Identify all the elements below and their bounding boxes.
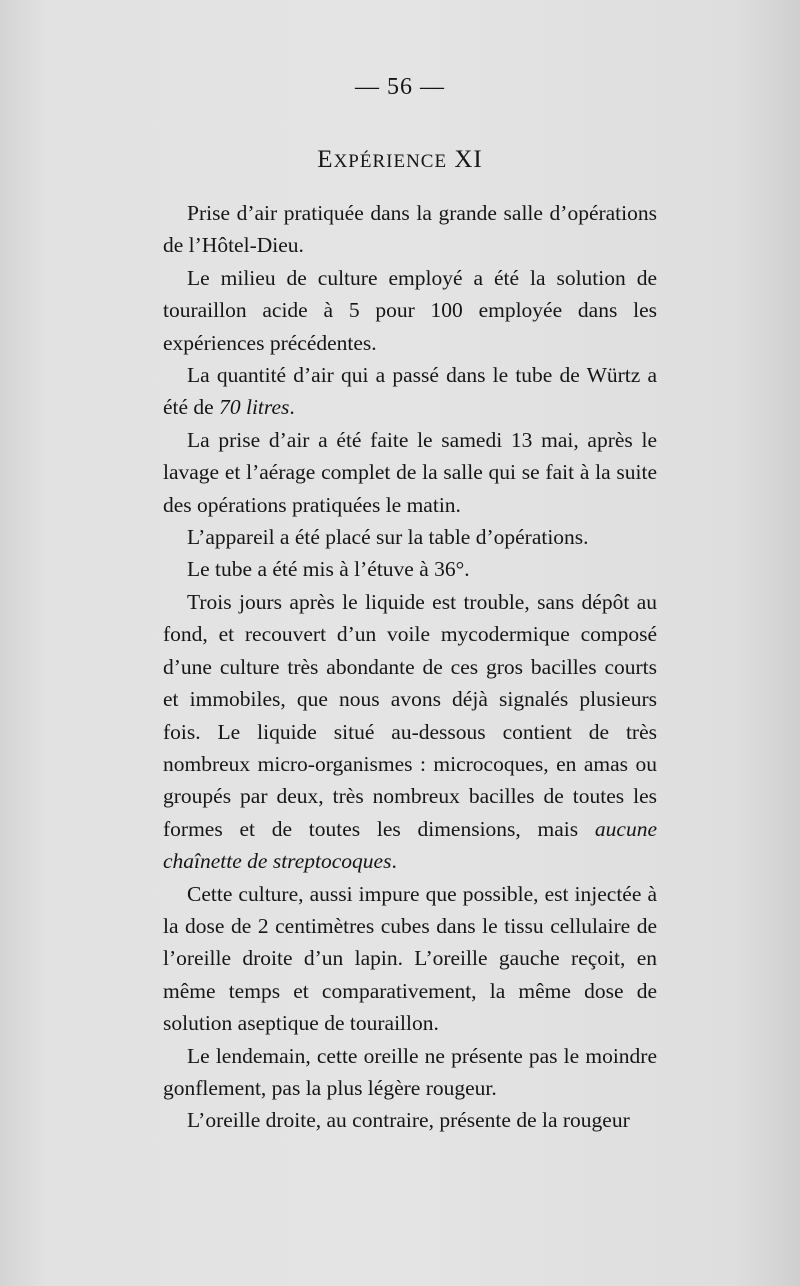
paragraph: L’oreille droite, au contraire, présente de la rougeur: [187, 1108, 630, 1133]
paragraph: L’appareil a été placé sur la table d’opérations.: [187, 525, 589, 550]
paragraph: Le lendemain, cette oreille ne présente pas le moindre gonflement, pas la plus légère rougeur.: [163, 1043, 657, 1100]
paragraph: Trois jours après le liquide est trouble, sans dépôt au fond, et recouvert d’un voile mycodermique composé d’une culture très abondante de ces gros bacilles courts et immobiles, que nous avons déjà signalés plusieurs fois. Le liquide situé au-dessous contient de très nombreux micro-organismes : microcoques, en amas ou groupés par deux, très nombreux bacilles de toutes les formes et de toutes les dimensions, mais aucune chaînette de streptocoques.: [163, 589, 657, 874]
body-text: [163, 197, 657, 1137]
paragraph: Prise d’air pratiquée dans la grande salle d’opérations de l’Hôtel-Dieu.: [163, 201, 657, 258]
paragraph: La prise d’air a été faite le samedi 13 mai, après le lavage et l’aérage complet de la salle qui se fait à la suite des opérations pratiquées le matin.: [163, 427, 657, 517]
paragraph: La quantité d’air qui a passé dans le tube de Würtz a été de 70 litres.: [163, 363, 657, 420]
paragraph: Le milieu de culture employé a été la solution de touraillon acide à 5 pour 100 employée dans les expériences précédentes.: [163, 265, 657, 355]
paragraph: Le tube a été mis à l’étuve à 36°.: [187, 557, 470, 582]
section-heading: EXPÉRIENCE XI: [317, 146, 483, 173]
paragraph: Cette culture, aussi impure que possible, est injectée à la dose de 2 centimètres cubes dans le tissu cellulaire de l’oreille droite d’un lapin. L’oreille gauche reçoit, en même temps et comparativement, la même dose de solution aseptique de touraillon.: [163, 881, 657, 1036]
page-number: — 56 —: [355, 74, 445, 100]
